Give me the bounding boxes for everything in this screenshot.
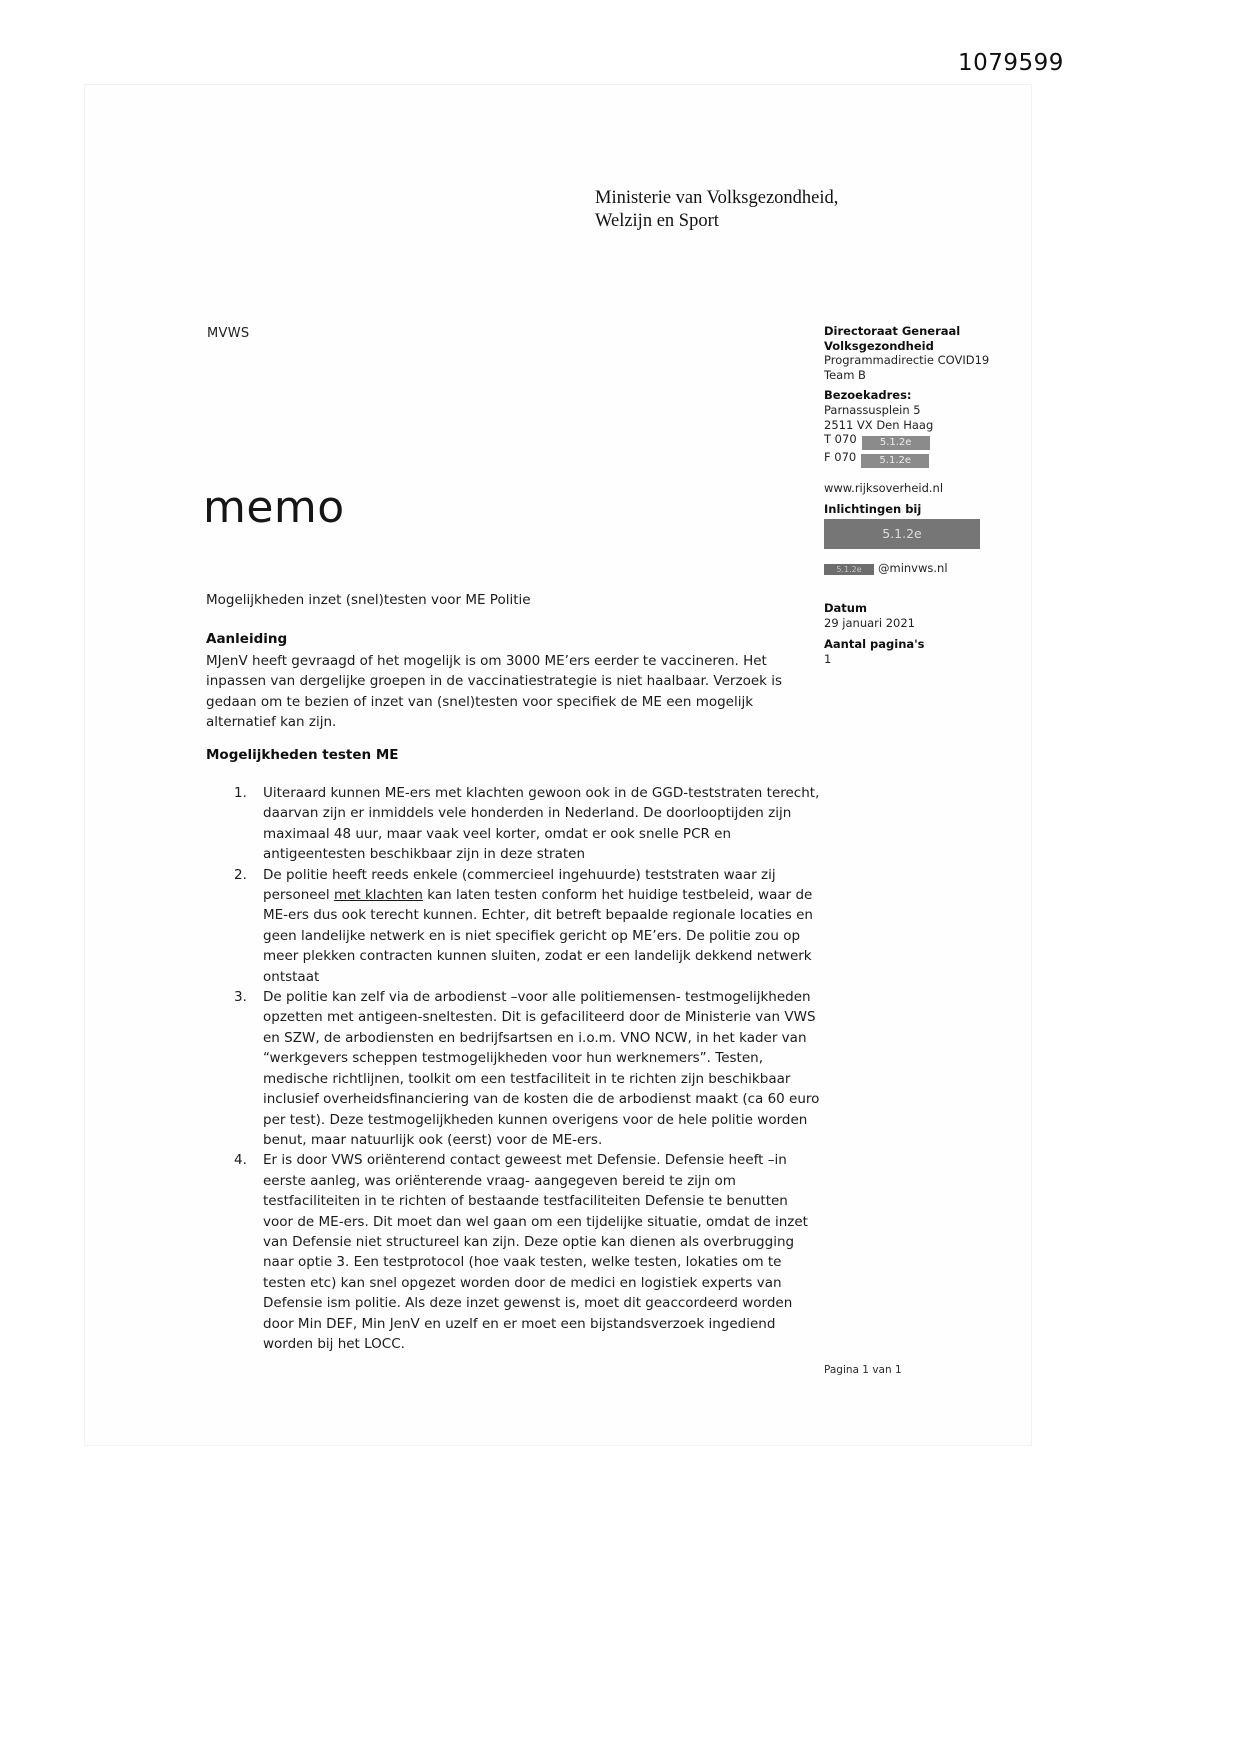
document-number: 1079599 <box>958 50 1064 76</box>
list-item-text-before: De politie heeft reeds enkele (commercieel ingehuurde) teststraten waar zij personeel <box>263 866 776 904</box>
address-street: Parnassusplein 5 <box>824 402 921 417</box>
list-item-text: Er is door VWS oriënterend contact geweest met Defensie. Defensie heeft –in eerste aanleg, was oriënterende vraag- aangegeven bereid te zijn om testfaciliteiten in te richten of bestaande testfaciliteiten Defensie te benutten voor de ME-ers. Dit moet dan wel gaan om een tijdelijke situatie, omdat de inzet van Defensie niet structureel kan zijn. Deze optie kan dienen als overbrugging naar optie 3. Een testprotocol (hoe vaak testen, welke testen, lokaties om te testen etc) kan snel opgezet worden door de medici en logistiek experts van Defensie ism politie. Als deze inzet gewenst is, moet dit geaccordeerd worden door Min DEF, Min JenV en uzelf en er moet een bijstandsverzoek ingediend worden bij het LOCC. <box>263 1152 808 1352</box>
visit-address-label: Bezoekadres: <box>824 388 912 403</box>
phone-redaction-box: 5.1.2e <box>862 436 930 450</box>
list-item-number: 3. <box>234 989 247 1006</box>
email-suffix: @minvws.nl <box>878 561 948 576</box>
list-item-text-after: kan laten testen conform het huidige testbeleid, waar de ME-ers dus ook terecht kunnen. Echter, dit betreft bepaalde regionale locaties en geen landelijke netwerk en is niet specifiek gericht op ME’ers. De politie zou op meer plekken contracten kunnen sluiten, zodat er een landelijk dekkend netwerk ontstaat <box>263 887 813 985</box>
inquiries-label: Inlichtingen bij <box>824 501 922 516</box>
fax-line <box>824 450 1004 468</box>
list-item-text: Uiteraard kunnen ME-ers met klachten gewoon ook in de GGD-teststraten terecht, daarvan zijn er inmiddels vele honderden in Nederland. De doorlooptijden zijn maximaal 48 uur, maar vaak veel korter, omdat er ook snelle PCR en antigeentesten beschikbaar zijn in deze straten <box>263 785 820 863</box>
email-redaction-box: 5.1.2e <box>824 564 874 575</box>
list-item-2 <box>234 865 820 987</box>
memo-subject: Mogelijkheden inzet (snel)testen voor ME Politie <box>206 592 531 608</box>
date-value: 29 januari 2021 <box>824 615 916 630</box>
phone-label: T 070 <box>824 432 857 447</box>
sender-org: MVWS <box>207 326 250 341</box>
pages-label: Aantal pagina's <box>824 637 925 652</box>
team-name: Team B <box>824 367 866 382</box>
phone-line <box>824 432 1004 450</box>
date-label: Datum <box>824 600 867 615</box>
list-item-text: De politie kan zelf via de arbodienst –voor alle politiemensen- testmogelijkheden opzetten met antigeen-sneltesten. Dit is gefaciliteerd door de Ministerie van VWS en SZW, de arbodiensten en bedrijfsartsen en i.o.m. VNO NCW, in het kader van “werkgevers scheppen testmogelijkheden voor hun werknemers”. Testen, medische richtlijnen, toolkit om een testfaciliteit in te richten zijn beschikbaar inclusief overheidsfinanciering van de kosten die de arbodienst maakt (ca 60 euro per test). Deze testmogelijkheden kunnen overigens voor de hele politie worden benut, maar natuurlijk ook (eerst) voor de ME-ers. <box>263 989 820 1148</box>
list-item-4 <box>234 1150 820 1354</box>
memo-list <box>234 783 820 1354</box>
list-item-number: 2. <box>234 866 247 883</box>
paragraph-aanleiding: MJenV heeft gevraagd of het mogelijk is om 3000 ME’ers eerder te vaccineren. Het inpassen van dergelijke groepen in de vaccinatiestrategie is niet haalbaar. Verzoek is gedaan om te bezien of inzet van (snel)testen voor specifiek de ME een mogelijk alternatief kan zijn. <box>206 653 783 731</box>
underlined-text: met klachten <box>333 887 423 904</box>
directorate-name-line2: Volksgezondheid <box>824 338 934 353</box>
programme-name: Programmadirectie COVID19 <box>824 353 990 368</box>
fax-label: F 070 <box>824 450 857 465</box>
ministry-name <box>595 187 838 233</box>
list-item-1 <box>234 783 820 865</box>
page-footer: Pagina 1 van 1 <box>824 1364 902 1376</box>
list-item-text <box>263 865 820 987</box>
ministry-name-line2: Welzijn en Sport <box>595 211 719 231</box>
email-line <box>824 561 1004 576</box>
memo-title: memo <box>203 482 345 533</box>
directorate-name-line1: Directoraat Generaal <box>824 324 961 338</box>
pages-value: 1 <box>824 651 832 666</box>
heading-mogelijkheden-testen-me: Mogelijkheden testen ME <box>206 747 399 763</box>
heading-aanleiding: Aanleiding <box>206 631 288 647</box>
list-item-3 <box>234 987 820 1150</box>
sidebar <box>824 324 1004 666</box>
inquiries-redaction-box: 5.1.2e <box>824 519 980 549</box>
list-item-number: 4. <box>234 1152 247 1169</box>
fax-redaction-box: 5.1.2e <box>861 454 929 468</box>
ministry-name-line1: Ministerie van Volksgezondheid, <box>595 188 839 208</box>
address-city: 2511 VX Den Haag <box>824 417 934 432</box>
list-item-number: 1. <box>234 785 247 801</box>
website-text: www.rijksoverheid.nl <box>824 481 944 496</box>
